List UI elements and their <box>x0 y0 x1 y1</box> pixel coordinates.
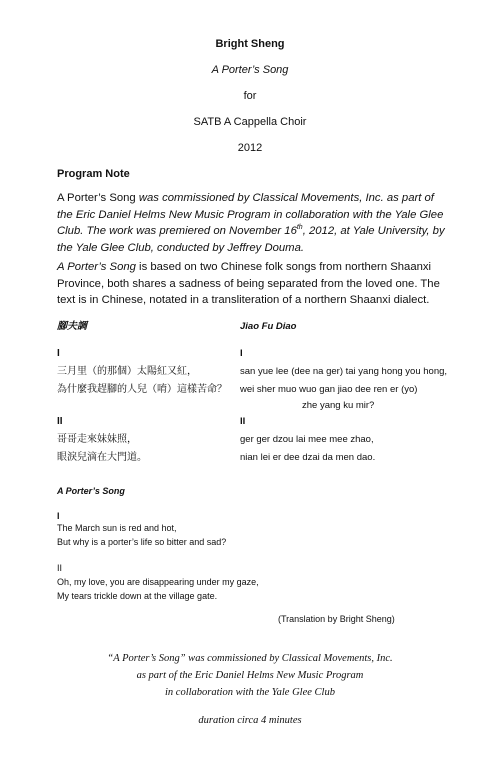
program-note-paragraph-1 <box>57 190 447 256</box>
translation-verse-1-line-1: The March sun is red and hot, <box>57 523 177 533</box>
footer-line-2: as part of the Eric Daniel Helms New Music Program <box>136 670 364 681</box>
p1-title: A Porter’s Song <box>57 192 139 204</box>
verse-2-number-cn: II <box>57 416 63 427</box>
verse-2-number-tr: II <box>240 416 246 427</box>
verse-2-chinese-line-2: 眼淚兒滴在大門道。 <box>57 452 147 463</box>
verse-1-chinese-line-2: 為什麼我趕腳的人兒（唷）這樣苦命？ <box>57 384 227 395</box>
footer-line-3: in collaboration with the Yale Glee Club <box>165 687 335 698</box>
verse-1-translit-line-3: zhe yang ku mir? <box>302 400 375 411</box>
p1-body: was commissioned by Classical Movements, Inc. as part of the Eric Daniel Helms New Music Program in collaboration with the Yale Glee Club. The work was premiered on November 16 <box>57 192 444 237</box>
program-note-heading: Program Note <box>57 168 130 180</box>
translation-verse-2-line-2: My tears trickle down at the village gate. <box>57 591 218 601</box>
p1-superscript: th <box>296 224 303 232</box>
ensemble-label: SATB A Cappella Choir <box>193 116 307 128</box>
translation-verse-1-line-2: But why is a porter’s life so bitter and sad? <box>57 537 227 547</box>
program-note-paragraph-2 <box>57 259 447 309</box>
verse-2-translit-line-2: nian lei er dee dzai da men dao. <box>240 452 376 463</box>
verse-1-translit-line-2: wei sher muo wuo gan jiao dee ren er (yo) <box>240 384 418 395</box>
translation-verse-2-number: II <box>57 563 63 573</box>
for-label: for <box>243 90 257 102</box>
verse-1-translit-line-1: san yue lee (dee na ger) tai yang hong you hong, <box>240 366 448 377</box>
footer-line-1: “A Porter’s Song” was commissioned by Classical Movements, Inc. <box>107 653 393 664</box>
p2-body: is based on two Chinese folk songs from northern Shaanxi Province, both shares a sadness of being separated from the loved one. The text is in Chinese, notated in a transliteration of a northern Shaanxi dialect. <box>57 261 440 306</box>
composer-name: Bright Sheng <box>215 38 285 50</box>
translation-credit: (Translation by Bright Sheng) <box>278 614 395 624</box>
chinese-title: 腳夫調 <box>57 321 87 332</box>
translation-title: A Porter’s Song <box>57 486 125 496</box>
year-label: 2012 <box>237 142 263 154</box>
transliteration-title: Jiao Fu Diao <box>240 321 297 332</box>
translation-verse-1-number: I <box>57 511 60 521</box>
verse-1-number-tr: I <box>240 348 243 359</box>
verse-1-number-cn: I <box>57 348 60 359</box>
translation-verse-2-line-1: Oh, my love, you are disappearing under my gaze, <box>57 577 259 587</box>
footer-duration: duration circa 4 minutes <box>198 715 302 726</box>
p2-title: A Porter’s Song <box>57 261 136 273</box>
work-title: A Porter’s Song <box>211 64 289 76</box>
verse-2-chinese-line-1: 哥哥走來妹妹照， <box>57 434 137 445</box>
verse-2-translit-line-1: ger ger dzou lai mee mee zhao, <box>240 434 374 445</box>
verse-1-chinese-line-1: 三月里（的那個）太陽紅又紅， <box>57 366 197 377</box>
p1-body-end: , 2012, at Yale University, by the Yale Glee Club, conducted by Jeffrey Douma. <box>57 225 445 254</box>
